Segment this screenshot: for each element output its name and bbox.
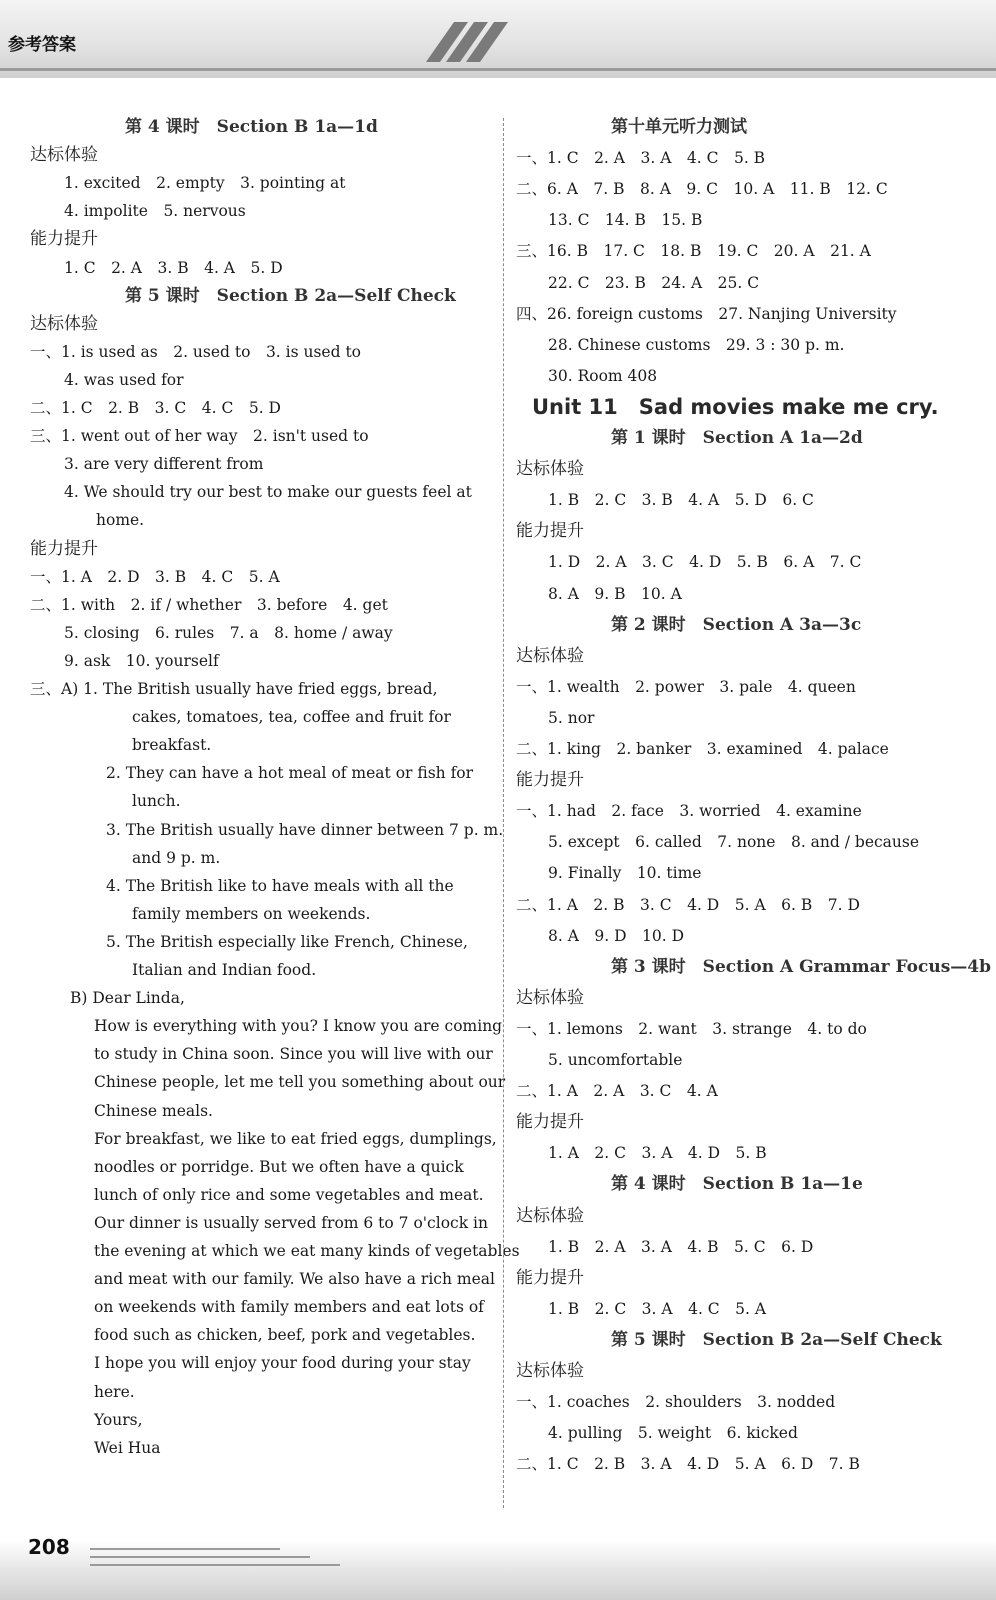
answer-line: home. xyxy=(96,511,145,530)
answer-line: 3. are very different from xyxy=(64,455,264,474)
answer-line: and 9 p. m. xyxy=(132,848,221,867)
answer-line: lunch. xyxy=(132,792,181,811)
answer-line: Wei Hua xyxy=(94,1438,161,1457)
section-heading: 达标体验 xyxy=(30,145,98,166)
section-heading: 能力提升 xyxy=(516,770,584,791)
answer-line: 22. C 23. B 24. A 25. C xyxy=(548,273,760,292)
answer-line: breakfast. xyxy=(132,736,212,755)
answer-line: 5. The British especially like French, Chinese, xyxy=(106,932,468,951)
answer-line: 5. nor xyxy=(548,708,595,727)
answer-line: 一、1. wealth 2. power 3. pale 4. queen xyxy=(516,677,856,696)
answer-line: 一、1. had 2. face 3. worried 4. examine xyxy=(516,802,862,821)
lesson-title: 第 5 课时 Section B 2a—Self Check xyxy=(125,285,456,306)
answer-line: 一、1. is used as 2. used to 3. is used to xyxy=(30,342,362,361)
lesson-title: 第 5 课时 Section B 2a—Self Check xyxy=(611,1329,942,1350)
answer-line: I hope you will enjoy your food during your stay xyxy=(94,1354,471,1373)
lesson-title: 第 1 课时 Section A 1a—2d xyxy=(611,428,863,448)
answer-line: family members on weekends. xyxy=(132,904,371,923)
answer-line: 30. Room 408 xyxy=(548,366,658,385)
answer-line: Our dinner is usually served from 6 to 7 o'clock in xyxy=(94,1213,488,1232)
answer-line: noodles or porridge. But we often have a quick xyxy=(94,1157,464,1176)
unit-title: Unit 11 Sad movies make me cry. xyxy=(532,394,939,419)
section-heading: 达标体验 xyxy=(516,645,584,666)
answer-line: 二、1. A 2. A 3. C 4. A xyxy=(516,1082,718,1101)
answer-line: 5. closing 6. rules 7. a 8. home / away xyxy=(64,623,393,642)
lesson-title: 第 2 课时 Section A 3a—3c xyxy=(611,614,862,635)
answer-line: cakes, tomatoes, tea, coffee and fruit for xyxy=(132,708,451,727)
answer-line: 三、16. B 17. C 18. B 19. C 20. A 21. A xyxy=(516,242,871,261)
column-divider xyxy=(503,118,504,1508)
answer-line: 5. except 6. called 7. none 8. and / because xyxy=(548,833,920,852)
answer-line: 三、A) 1. The British usually have fried eggs, bread, xyxy=(30,680,438,698)
answer-line: 9. ask 10. yourself xyxy=(64,651,219,670)
answer-line: 一、1. lemons 2. want 3. strange 4. to do xyxy=(516,1019,867,1038)
answer-line: 三、1. went out of her way 2. isn't used to xyxy=(30,427,369,446)
lesson-title: 第 4 课时 Section B 1a—1d xyxy=(125,117,378,137)
answer-line: 1. excited 2. empty 3. pointing at xyxy=(64,174,346,193)
lesson-title: 第 3 课时 Section A Grammar Focus—4b xyxy=(611,956,991,977)
footer-rule xyxy=(90,1556,310,1558)
answer-line: 13. C 14. B 15. B xyxy=(548,211,703,230)
footer-rule xyxy=(90,1548,280,1550)
section-heading: 能力提升 xyxy=(516,1267,584,1288)
answer-line: 1. D 2. A 3. C 4. D 5. B 6. A 7. C xyxy=(548,553,862,572)
answer-line: 二、1. with 2. if / whether 3. before 4. get xyxy=(30,595,388,614)
section-heading: 达标体验 xyxy=(30,313,98,334)
answer-line: 1. B 2. C 3. A 4. C 5. A xyxy=(548,1299,767,1318)
answer-line: 3. The British usually have dinner between 7 p. m. xyxy=(106,820,504,839)
section-heading: 达标体验 xyxy=(516,1361,584,1381)
section-heading: 达标体验 xyxy=(516,1205,584,1226)
answer-line: lunch of only rice and some vegetables and meat. xyxy=(94,1185,484,1204)
answer-line: For breakfast, we like to eat fried eggs, dumplings, xyxy=(94,1129,497,1148)
answer-line: 二、6. A 7. B 8. A 9. C 10. A 11. B 12. C xyxy=(516,180,888,199)
answer-line: 一、1. A 2. D 3. B 4. C 5. A xyxy=(30,567,280,586)
lesson-title: 第 4 课时 Section B 1a—1e xyxy=(611,1174,863,1195)
answer-line: 8. A 9. B 10. A xyxy=(548,584,682,603)
answer-line: 4. The British like to have meals with all the xyxy=(106,876,454,895)
answer-line: to study in China soon. Since you will live with our xyxy=(94,1045,493,1064)
answer-line: 一、1. C 2. A 3. A 4. C 5. B xyxy=(516,149,766,168)
section-heading: 达标体验 xyxy=(516,987,584,1008)
answer-line: 1. B 2. C 3. B 4. A 5. D 6. C xyxy=(548,491,814,510)
page-number: 208 xyxy=(28,1535,70,1559)
answer-line: B) Dear Linda, xyxy=(70,989,185,1008)
answer-line: How is everything with you? I know you are coming xyxy=(94,1017,503,1036)
answer-line: Yours, xyxy=(94,1410,143,1429)
answer-line: 二、1. king 2. banker 3. examined 4. palace xyxy=(516,740,889,758)
footer-rule xyxy=(90,1564,340,1566)
section-heading: 能力提升 xyxy=(30,229,98,250)
section-heading: 达标体验 xyxy=(516,459,584,480)
answer-line: 4. We should try our best to make our guests feel at xyxy=(64,483,472,502)
answer-line: 1. B 2. A 3. A 4. B 5. C 6. D xyxy=(548,1237,814,1256)
answer-line: 1. A 2. C 3. A 4. D 5. B xyxy=(548,1144,767,1163)
answer-line: here. xyxy=(94,1382,135,1401)
answer-line: food such as chicken, beef, pork and vegetables. xyxy=(94,1326,476,1345)
answer-line: 1. C 2. A 3. B 4. A 5. D xyxy=(64,258,283,277)
answer-line: 9. Finally 10. time xyxy=(548,864,702,883)
section-heading: 能力提升 xyxy=(516,1112,584,1133)
header-title: 参考答案 xyxy=(8,35,76,55)
answer-line: and meat with our family. We also have a rich meal xyxy=(94,1270,495,1289)
header-rule xyxy=(0,68,996,71)
answer-line: the evening at which we eat many kinds of vegetables xyxy=(94,1242,520,1260)
answer-line: 4. was used for xyxy=(64,370,184,389)
section-heading: 能力提升 xyxy=(30,538,98,559)
answer-line: 4. pulling 5. weight 6. kicked xyxy=(548,1424,798,1443)
answer-line: 8. A 9. D 10. D xyxy=(548,926,685,945)
answer-line: Chinese people, let me tell you something about our xyxy=(94,1073,506,1092)
answer-line: 二、1. A 2. B 3. C 4. D 5. A 6. B 7. D xyxy=(516,895,860,914)
answer-line: 二、1. C 2. B 3. C 4. C 5. D xyxy=(30,399,281,417)
answer-line: 2. They can have a hot meal of meat or fish for xyxy=(106,764,474,783)
page-header xyxy=(0,0,996,78)
answer-line: Chinese meals. xyxy=(94,1101,213,1120)
lesson-title: 第十单元听力测试 xyxy=(611,117,747,137)
answer-line: 四、26. foreign customs 27. Nanjing University xyxy=(516,304,897,323)
answer-line: on weekends with family members and eat lots of xyxy=(94,1298,484,1317)
section-heading: 能力提升 xyxy=(516,521,584,542)
answer-line: Italian and Indian food. xyxy=(132,961,317,979)
answer-line: 4. impolite 5. nervous xyxy=(64,202,246,221)
answer-line: 二、1. C 2. B 3. A 4. D 5. A 6. D 7. B xyxy=(516,1455,860,1474)
answer-line: 一、1. coaches 2. shoulders 3. nodded xyxy=(516,1393,836,1412)
answer-line: 5. uncomfortable xyxy=(548,1051,683,1069)
answer-line: 28. Chinese customs 29. 3 : 30 p. m. xyxy=(548,335,845,354)
page-footer xyxy=(0,1540,996,1600)
